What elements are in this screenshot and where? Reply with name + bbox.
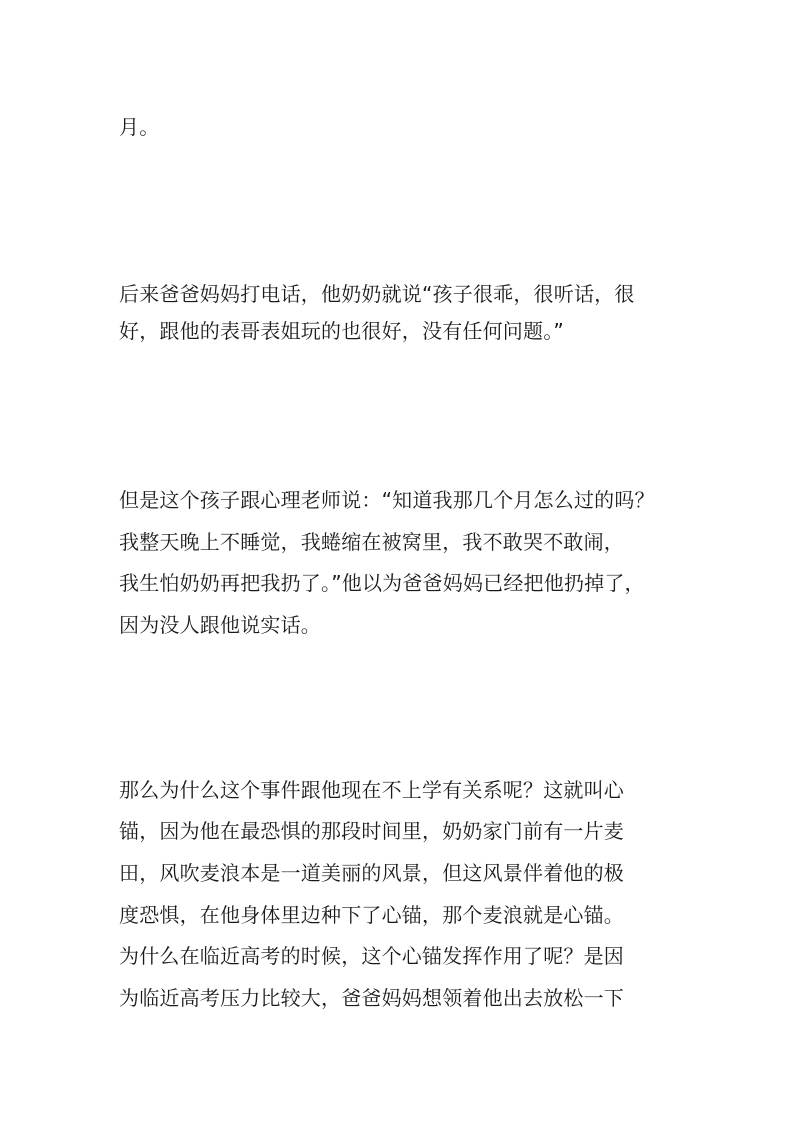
- paragraph-line: 我整天晚上不睡觉，我蜷缩在被窝里，我不敢哭不敢闹，: [119, 530, 624, 554]
- paragraph-line: 后来爸爸妈妈打电话，他奶奶就说“孩子很乖，很听话，很: [119, 282, 635, 306]
- paragraph-line: 我生怕奶奶再把我扔了。”他以为爸爸妈妈已经把他扔掉了，: [119, 571, 645, 595]
- paragraph-line: 好，跟他的表哥表姐玩的也很好，没有任何问题。”: [119, 319, 564, 343]
- paragraph-line: 为什么在临近高考的时候，这个心锚发挥作用了呢？是因: [119, 944, 624, 968]
- paragraph-line: 锚，因为他在最恐惧的那段时间里，奶奶家门前有一片麦: [119, 819, 624, 843]
- paragraph-line: 因为没人跟他说实话。: [119, 613, 321, 637]
- paragraph-line: 为临近高考压力比较大，爸爸妈妈想领着他出去放松一下: [119, 986, 624, 1010]
- paragraph-line: 度恐惧，在他身体里边种下了心锚，那个麦浪就是心锚。: [119, 903, 624, 927]
- paragraph-line: 那么为什么这个事件跟他现在不上学有关系呢？这就叫心: [119, 778, 624, 802]
- paragraph-line: 月。: [119, 115, 160, 139]
- paragraph-line: 田，风吹麦浪本是一道美丽的风景，但这风景伴着他的极: [119, 861, 624, 885]
- paragraph-line: 但是这个孩子跟心理老师说：“知道我那几个月怎么过的吗？: [119, 488, 655, 512]
